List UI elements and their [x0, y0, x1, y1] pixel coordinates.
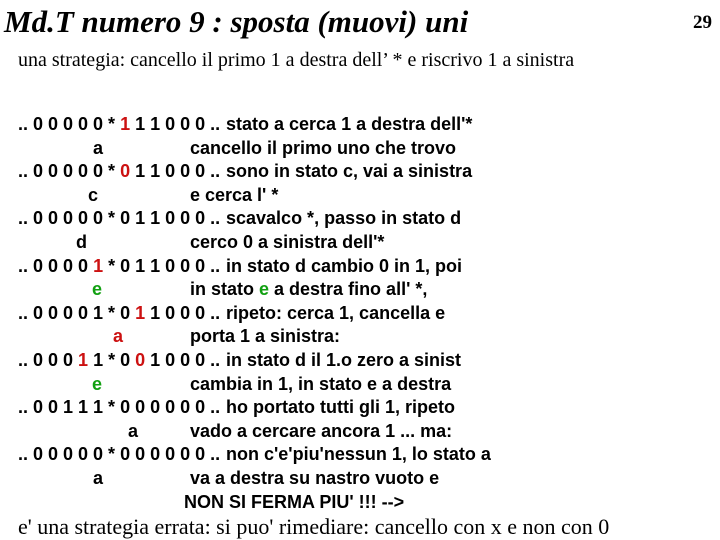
- tape-content: [18, 254, 220, 278]
- state-row: [18, 490, 708, 514]
- step-comment: cerco 0 a sinistra dell'*: [190, 232, 385, 252]
- state-row: [18, 277, 708, 301]
- comment-text: in stato: [190, 279, 260, 300]
- head-cell: 1: [78, 350, 89, 370]
- tape-cells: 1 1 0 0 0 ..: [130, 161, 221, 182]
- comment-text: a destra fino all' *,: [269, 279, 428, 300]
- tape-cells: .. 0 0 0 0 0 *: [18, 114, 121, 134]
- tape-cells: 1 1 0 0 0 ..: [130, 114, 221, 134]
- tape-row: [18, 301, 708, 325]
- state-row: [18, 372, 708, 396]
- tape-row: [18, 442, 708, 466]
- state-label: e: [92, 279, 103, 300]
- step-comment: vado a cercare ancora 1 ... ma:: [190, 420, 453, 441]
- tape-row: [18, 112, 708, 136]
- state-label: c: [88, 184, 99, 205]
- tape-cells: 1 0 0 0 ..: [145, 302, 221, 323]
- head-cell: 0: [120, 161, 131, 182]
- tape-content: [18, 112, 220, 136]
- state-label: e: [92, 373, 103, 394]
- tape-cells: .. 0 0 0 0 0 * 0 1 1 0 0 0 ..: [18, 208, 221, 229]
- state-row: [18, 230, 708, 254]
- state-label: a: [93, 468, 104, 488]
- step-comment: cancello il primo uno che trovo: [190, 137, 457, 158]
- state-row: [18, 466, 708, 490]
- step-comment: in stato d cambio 0 in 1, poi: [226, 255, 463, 276]
- step-comment: NON SI FERMA PIU' !!! -->: [184, 491, 405, 512]
- state-row: [18, 136, 708, 160]
- comment-state: e: [259, 279, 270, 300]
- step-comment: va a destra su nastro vuoto e: [190, 468, 440, 488]
- tape-content: [18, 442, 220, 466]
- tape-cells: .. 0 0 0 0: [18, 255, 94, 276]
- tape-content: [18, 301, 220, 325]
- tape-cells: * 0 1 1 0 0 0 ..: [103, 255, 221, 276]
- tape-content: [18, 159, 220, 183]
- step-comment: scavalco *, passo in stato d: [226, 208, 462, 229]
- tape-content: [18, 348, 220, 372]
- step-comment: non c'e'piu'nessun 1, lo stato a: [226, 444, 491, 465]
- state-label: a: [113, 326, 124, 347]
- head-cell: 1: [120, 114, 131, 134]
- state-label: d: [76, 232, 87, 252]
- state-row: [18, 324, 708, 348]
- tape-content: [18, 395, 220, 419]
- tape-row: [18, 159, 708, 183]
- head-cell: 1: [135, 302, 146, 323]
- tape-cells: 1 0 0 0 ..: [145, 350, 221, 370]
- tape-row: [18, 206, 708, 230]
- tape-cells: .. 0 0 0 0 1 * 0: [18, 302, 136, 323]
- tape-cells: .. 0 0 0 0 0 *: [18, 161, 121, 182]
- step-comment: stato a cerca 1 a destra dell'*: [226, 114, 473, 134]
- tape-row: [18, 254, 708, 278]
- state-label: a: [128, 420, 139, 441]
- state-row: [18, 183, 708, 207]
- step-comment: porta 1 a sinistra:: [190, 326, 341, 347]
- head-cell: 1: [93, 255, 104, 276]
- tape-content: [18, 206, 220, 230]
- step-comment: in stato d il 1.o zero a sinist: [226, 350, 462, 370]
- page-number: 29: [693, 12, 712, 33]
- slide-title: Md.T numero 9 : sposta (muovi) uni: [4, 4, 469, 39]
- step-comment: ho portato tutti gli 1, ripeto: [226, 397, 455, 418]
- intro-text: una strategia: cancello il primo 1 a destra dell’ * e riscrivo 1 a sinistra: [18, 49, 575, 71]
- step-comment: cambia in 1, in stato e a destra: [190, 373, 452, 394]
- state-row: [18, 419, 708, 443]
- step-comment: [190, 277, 427, 301]
- tape-row: [18, 348, 708, 372]
- footer-text: e' una strategia errata: si puo' rimediare: cancello con x e non con 0: [18, 514, 610, 539]
- step-comment: e cerca l' *: [190, 184, 279, 205]
- state-label: a: [93, 137, 104, 158]
- step-comment: sono in stato c, vai a sinistra: [226, 161, 473, 182]
- tape-row: [18, 395, 708, 419]
- tape-cells: .. 0 0 1 1 1 * 0 0 0 0 0 0 ..: [18, 397, 221, 418]
- tape-cells: 1 * 0: [88, 350, 136, 370]
- tape-cells: .. 0 0 0: [18, 350, 79, 370]
- tape-cells: .. 0 0 0 0 0 * 0 0 0 0 0 0 ..: [18, 444, 221, 465]
- step-comment: ripeto: cerca 1, cancella e: [226, 302, 446, 323]
- head-cell: 0: [135, 350, 146, 370]
